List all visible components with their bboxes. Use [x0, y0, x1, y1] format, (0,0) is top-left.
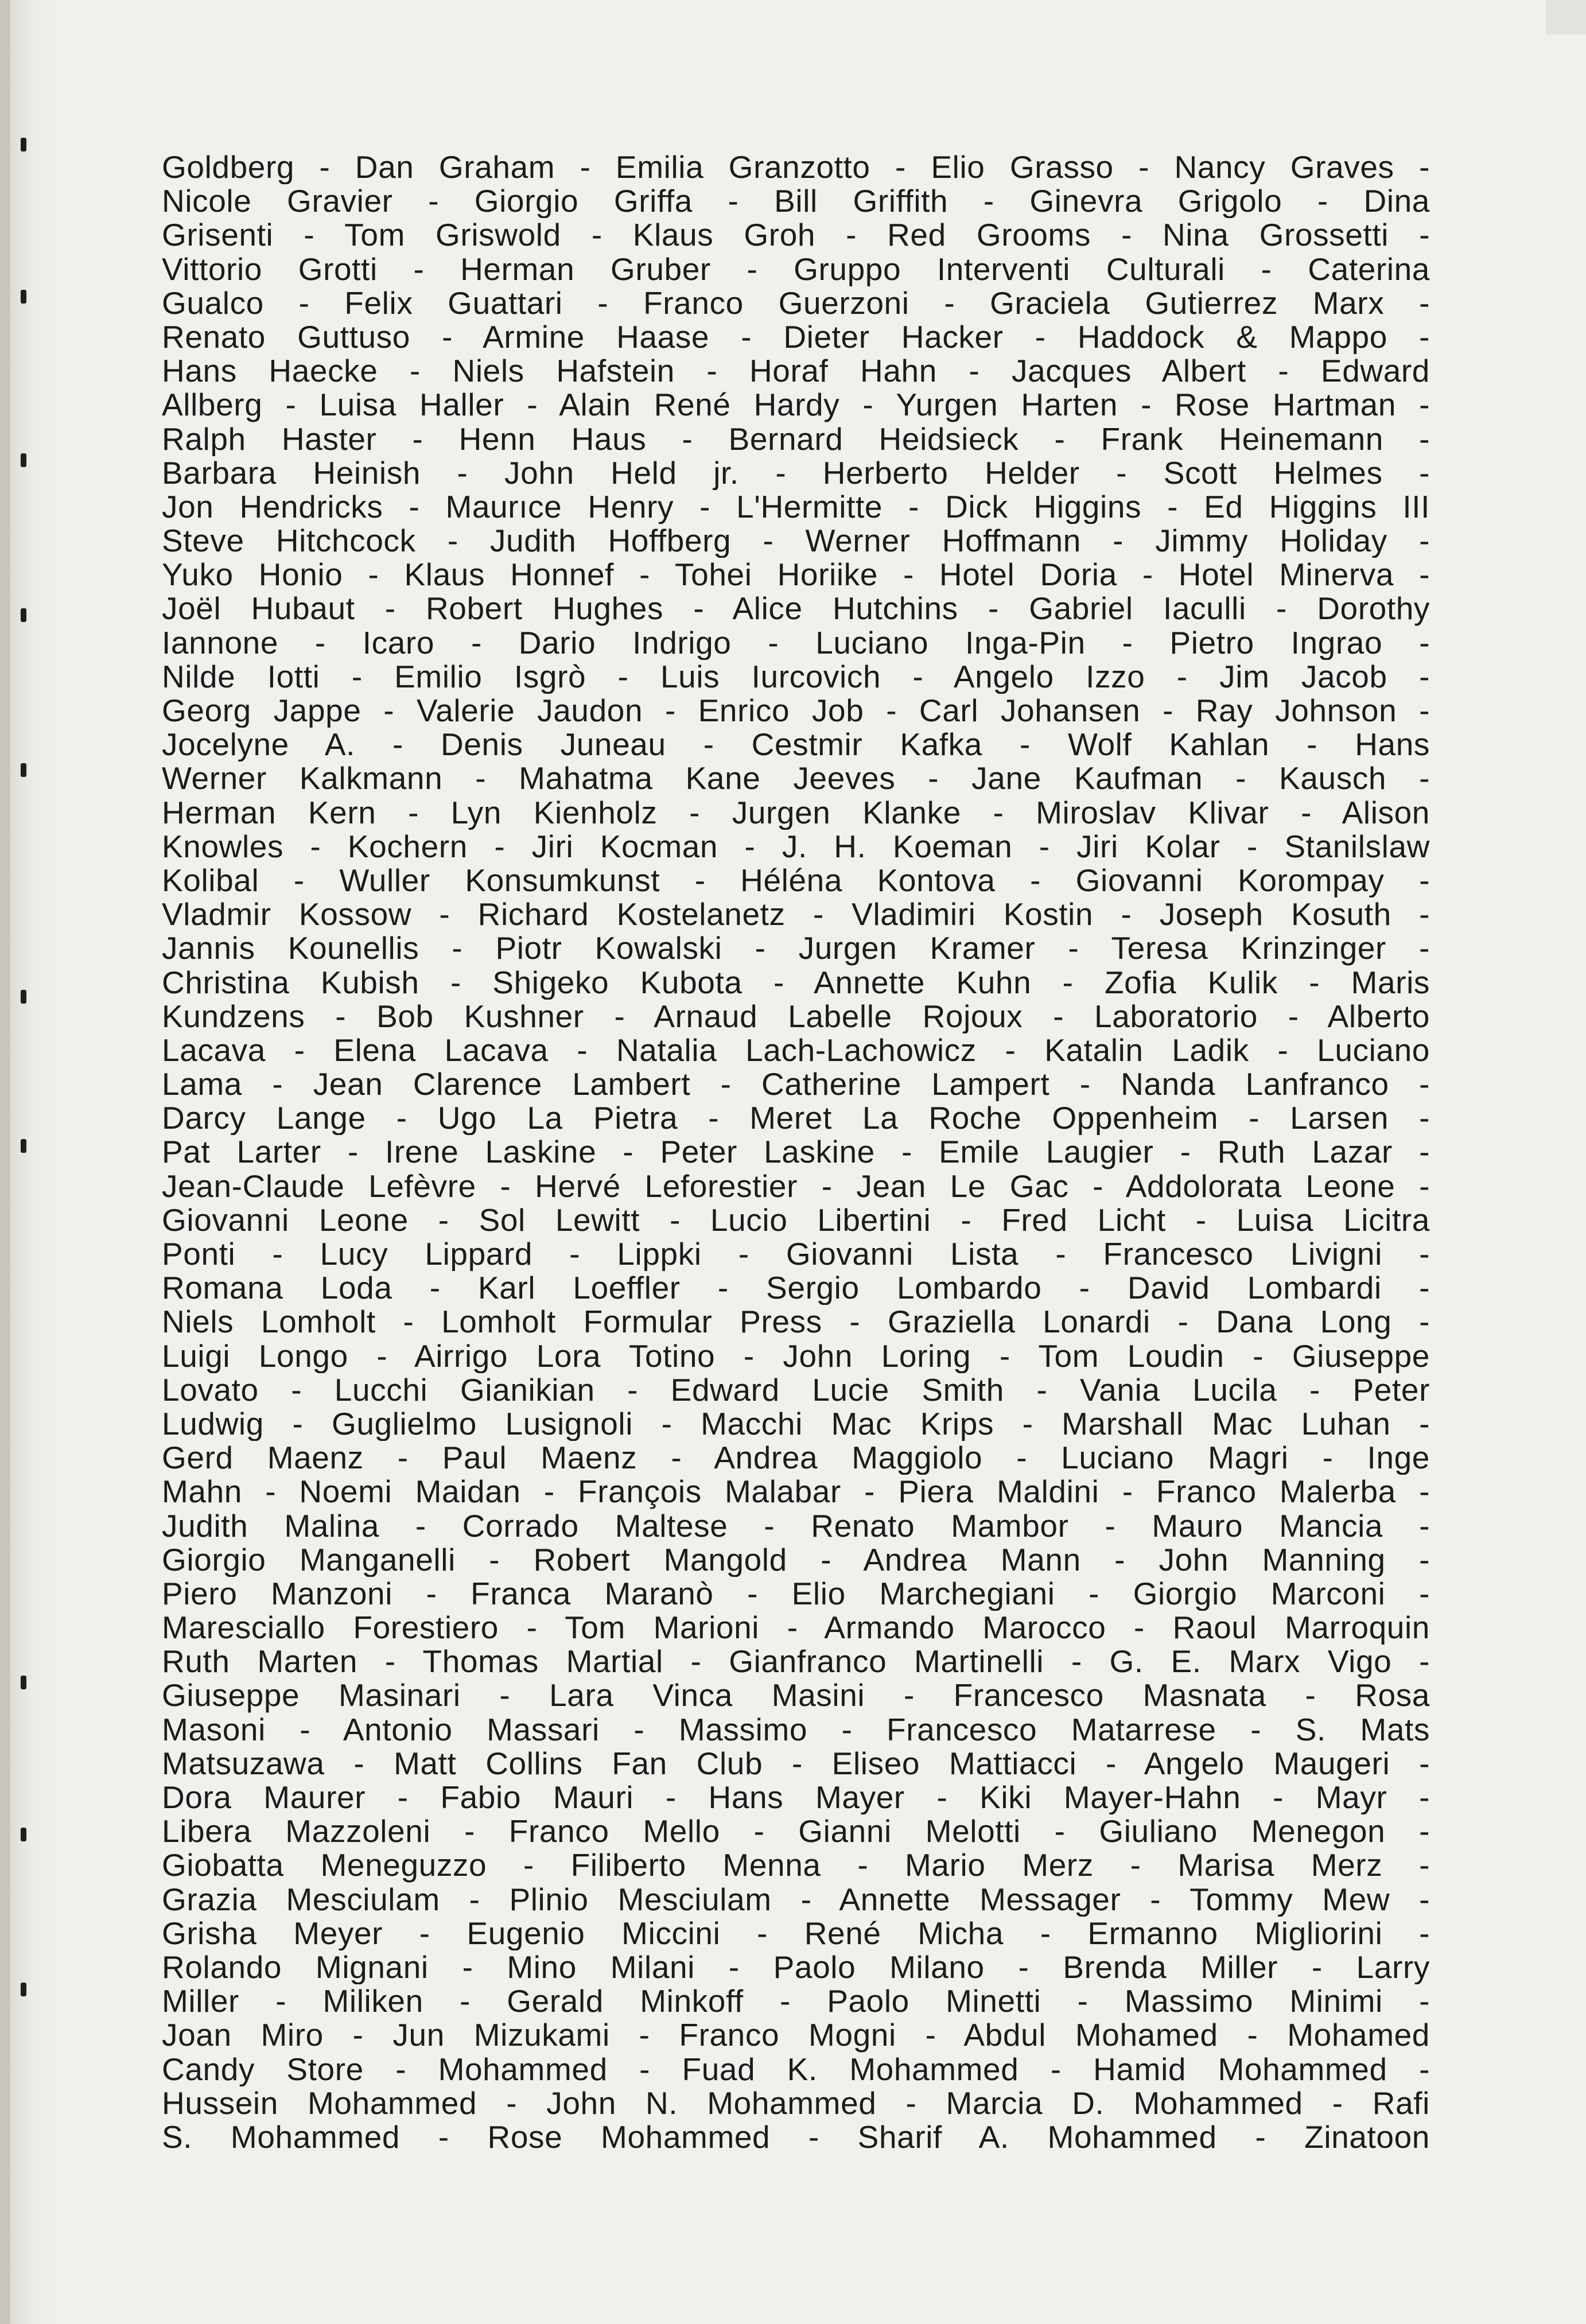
text-line: Christina Kubish - Shigeko Kubota - Annette Kuhn - Zofia Kulik - Maris	[162, 965, 1430, 1000]
text-line: Herman Kern - Lyn Kienholz - Jurgen Klanke - Miroslav Klivar - Alison	[162, 795, 1430, 830]
text-line: Giuseppe Masinari - Lara Vinca Masini - Francesco Masnata - Rosa	[162, 1678, 1430, 1713]
text-line: Hussein Mohammed - John N. Mohammed - Marcia D. Mohammed - Rafi	[162, 2086, 1430, 2120]
text-line: Jocelyne A. - Denis Juneau - Cestmir Kafka - Wolf Kahlan - Hans	[162, 728, 1430, 762]
text-line: Niels Lomholt - Lomholt Formular Press - Graziella Lonardi - Dana Long -	[162, 1305, 1430, 1339]
text-line: Rolando Mignani - Mino Milani - Paolo Milano - Brenda Miller - Larry	[162, 1950, 1430, 1985]
text-line: Joël Hubaut - Robert Hughes - Alice Hutchins - Gabriel Iaculli - Dorothy	[162, 592, 1430, 626]
text-line: Iannone - Icaro - Dario Indrigo - Luciano Inga-Pin - Pietro Ingrao -	[162, 625, 1430, 660]
text-line: Ludwig - Guglielmo Lusignoli - Macchi Mac Krips - Marshall Mac Luhan -	[162, 1406, 1430, 1441]
text-line: Grisenti - Tom Griswold - Klaus Groh - Red Grooms - Nina Grossetti -	[162, 218, 1430, 252]
text-line: Libera Mazzoleni - Franco Mello - Gianni Melotti - Giuliano Menegon -	[162, 1814, 1430, 1849]
text-line: Darcy Lange - Ugo La Pietra - Meret La Roche Oppenheim - Larsen -	[162, 1101, 1430, 1136]
text-line: Luigi Longo - Airrigo Lora Totino - John Loring - Tom Loudin - Giuseppe	[162, 1339, 1430, 1373]
text-line: Werner Kalkmann - Mahatma Kane Jeeves - Jane Kaufman - Kausch -	[162, 761, 1430, 796]
binding-stitch	[21, 608, 26, 622]
binding-stitch	[21, 990, 26, 1004]
text-line: Hans Haecke - Niels Hafstein - Horaf Hahn - Jacques Albert - Edward	[162, 354, 1430, 388]
text-line: Giobatta Meneguzzo - Filiberto Menna - Mario Merz - Marisa Merz -	[162, 1848, 1430, 1883]
name-list	[162, 150, 1430, 2154]
text-line: Barbara Heinish - John Held jr. - Herberto Helder - Scott Helmes -	[162, 456, 1430, 490]
text-line: Dora Maurer - Fabio Mauri - Hans Mayer - Kiki Mayer-Hahn - Mayr -	[162, 1781, 1430, 1815]
text-line: Kolibal - Wuller Konsumkunst - Héléna Kontova - Giovanni Korompay -	[162, 863, 1430, 898]
text-line: Grisha Meyer - Eugenio Miccini - René Micha - Ermanno Migliorini -	[162, 1916, 1430, 1950]
text-line: Gualco - Felix Guattari - Franco Guerzoni - Graciela Gutierrez Marx -	[162, 286, 1430, 320]
text-line: Jannis Kounellis - Piotr Kowalski - Jurgen Kramer - Teresa Krinzinger -	[162, 931, 1430, 966]
text-line: Grazia Mesciulam - Plinio Mesciulam - Annette Messager - Tommy Mew -	[162, 1882, 1430, 1917]
page-corner	[1546, 0, 1586, 34]
text-line: Piero Manzoni - Franca Maranò - Elio Marchegiani - Giorgio Marconi -	[162, 1576, 1430, 1611]
binding-stitch	[21, 453, 26, 467]
text-line: Matsuzawa - Matt Collins Fan Club - Eliseo Mattiacci - Angelo Maugeri -	[162, 1746, 1430, 1781]
text-line: Jon Hendricks - Maurıce Henry - L'Hermitte - Dick Higgins - Ed Higgins III	[162, 489, 1430, 524]
text-line: Lacava - Elena Lacava - Natalia Lach-Lachowicz - Katalin Ladik - Luciano	[162, 1033, 1430, 1068]
text-line: Gerd Maenz - Paul Maenz - Andrea Maggiolo - Luciano Magri - Inge	[162, 1441, 1430, 1475]
text-line: Masoni - Antonio Massari - Massimo - Francesco Matarrese - S. Mats	[162, 1712, 1430, 1747]
text-line: Mahn - Noemi Maidan - François Malabar - Piera Maldini - Franco Malerba -	[162, 1475, 1430, 1509]
text-line: S. Mohammed - Rose Mohammed - Sharif A. Mohammed - Zinatoon	[162, 2120, 1430, 2155]
text-line: Steve Hitchcock - Judith Hoffberg - Werner Hoffmann - Jimmy Holiday -	[162, 524, 1430, 558]
text-line: Pat Larter - Irene Laskine - Peter Laskine - Emile Laugier - Ruth Lazar -	[162, 1135, 1430, 1169]
text-line: Allberg - Luisa Haller - Alain René Hardy - Yurgen Harten - Rose Hartman -	[162, 388, 1430, 422]
text-line: Joan Miro - Jun Mizukami - Franco Mogni - Abdul Mohamed - Mohamed	[162, 2018, 1430, 2053]
text-line: Georg Jappe - Valerie Jaudon - Enrico Job - Carl Johansen - Ray Johnson -	[162, 694, 1430, 728]
binding-stitch	[21, 290, 26, 304]
text-line: Jean-Claude Lefèvre - Hervé Leforestier - Jean Le Gac - Addolorata Leone -	[162, 1169, 1430, 1203]
text-line: Giovanni Leone - Sol Lewitt - Lucio Libertini - Fred Licht - Luisa Licitra	[162, 1203, 1430, 1237]
text-line: Knowles - Kochern - Jiri Kocman - J. H. Koeman - Jiri Kolar - Stanilslaw	[162, 829, 1430, 864]
text-line: Maresciallo Forestiero - Tom Marioni - Armando Marocco - Raoul Marroquin	[162, 1611, 1430, 1645]
text-line: Vittorio Grotti - Herman Gruber - Gruppo Interventi Culturali - Caterina	[162, 252, 1430, 286]
binding-stitch	[21, 1983, 26, 1996]
binding-stitch	[21, 1828, 26, 1841]
binding-shadow	[0, 0, 10, 2324]
text-line: Renato Guttuso - Armine Haase - Dieter Hacker - Haddock & Mappo -	[162, 320, 1430, 355]
text-line: Goldberg - Dan Graham - Emilia Granzotto - Elio Grasso - Nancy Graves -	[162, 150, 1430, 185]
text-line: Ruth Marten - Thomas Martial - Gianfranco Martinelli - G. E. Marx Vigo -	[162, 1645, 1430, 1679]
text-line: Giorgio Manganelli - Robert Mangold - Andrea Mann - John Manning -	[162, 1542, 1430, 1577]
text-line: Vladmir Kossow - Richard Kostelanetz - Vladimiri Kostin - Joseph Kosuth -	[162, 897, 1430, 932]
text-line: Nilde Iotti - Emilio Isgrò - Luis Iurcovich - Angelo Izzo - Jim Jacob -	[162, 659, 1430, 694]
text-line: Ponti - Lucy Lippard - Lippki - Giovanni Lista - Francesco Livigni -	[162, 1237, 1430, 1272]
text-line: Yuko Honio - Klaus Honnef - Tohei Horiike - Hotel Doria - Hotel Minerva -	[162, 558, 1430, 592]
text-line: Miller - Miliken - Gerald Minkoff - Paolo Minetti - Massimo Minimi -	[162, 1984, 1430, 2019]
text-line: Lama - Jean Clarence Lambert - Catherine Lampert - Nanda Lanfranco -	[162, 1067, 1430, 1102]
text-line: Ralph Haster - Henn Haus - Bernard Heidsieck - Frank Heinemann -	[162, 422, 1430, 456]
binding-stitch	[21, 1139, 26, 1153]
text-line: Judith Malina - Corrado Maltese - Renato Mambor - Mauro Mancia -	[162, 1509, 1430, 1543]
text-line: Kundzens - Bob Kushner - Arnaud Labelle Rojoux - Laboratorio - Alberto	[162, 999, 1430, 1033]
binding-stitch	[21, 1676, 26, 1689]
text-line: Romana Loda - Karl Loeffler - Sergio Lombardo - David Lombardi -	[162, 1271, 1430, 1305]
text-line: Nicole Gravier - Giorgio Griffa - Bill Griffith - Ginevra Grigolo - Dina	[162, 184, 1430, 219]
text-line: Candy Store - Mohammed - Fuad K. Mohammed - Hamid Mohammed -	[162, 2052, 1430, 2086]
text-line: Lovato - Lucchi Gianikian - Edward Lucie Smith - Vania Lucila - Peter	[162, 1373, 1430, 1407]
binding-stitch	[21, 763, 26, 777]
binding-stitch	[21, 138, 26, 151]
